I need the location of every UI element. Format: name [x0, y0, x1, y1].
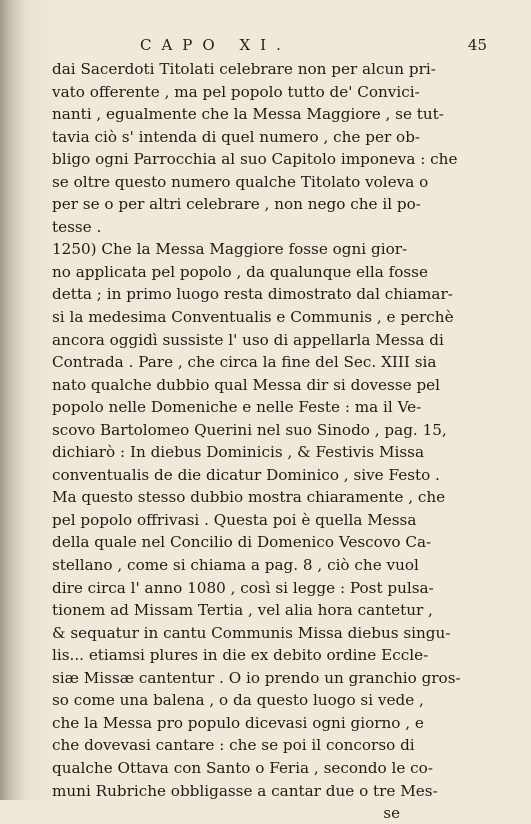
text-line: vato offerente , ma pel popolo tutto de' Convici- — [52, 82, 420, 101]
text-line: Ma questo stesso dubbio mostra chiaramente , che — [52, 488, 446, 507]
body-text — [52, 58, 461, 824]
text-line: stellano , come si chiama a pag. 8 , ciò che vuol — [52, 556, 419, 575]
text-line: muni Rubriche obbligasse a cantar due o tre Mes- — [52, 781, 438, 800]
text-line: dichiarò : In diebus Dominicis , & Festivis Missa — [52, 443, 425, 462]
text-line: conventualis de die dicatur Dominico , sive Festo . — [52, 465, 440, 484]
text-line: & sequatur in cantu Communis Missa diebus singu- — [52, 623, 451, 642]
page-number: 45 — [467, 36, 487, 54]
text-line: siæ Missæ cantentur . O io prendo un granchio gros- — [52, 668, 461, 687]
text-line: ancora oggidì sussiste l' uso di appellarla Messa di — [52, 330, 444, 349]
text-line: tavia ciò s' intenda di quel numero , che per ob- — [52, 127, 421, 146]
text-line: tesse . — [52, 217, 102, 236]
text-line: pel popolo offrivasi . Questa poi è quella Messa — [52, 510, 417, 529]
running-head: CAPO XI. — [140, 36, 291, 54]
text-line: che dovevasi cantare : che se poi il concorso di — [52, 736, 415, 755]
text-line: no applicata pel popolo , da qualunque ella fosse — [52, 262, 428, 281]
text-line: so come una balena , o da questo luogo si vede , — [52, 691, 424, 710]
text-line: nato qualche dubbio qual Messa dir si dovesse pel — [52, 375, 441, 394]
text-line: dire circa l' anno 1080 , così si legge : Post pulsa- — [52, 578, 434, 597]
page-header — [0, 36, 531, 58]
text-line: si la medesima Conventualis e Communis , e perchè — [52, 308, 454, 327]
text-line: della quale nel Concilio di Domenico Vescovo Ca- — [52, 533, 432, 552]
text-line: detta ; in primo luogo resta dimostrato dal chiamar- — [52, 285, 453, 304]
text-line: 1250) Che la Messa Maggiore fosse ogni gior- — [52, 240, 408, 259]
text-line: tionem ad Missam Tertia , vel alia hora cantetur , — [52, 601, 433, 620]
text-line: Contrada . Pare , che circa la fine del Sec. XIII sia — [52, 353, 437, 372]
text-line: dai Sacerdoti Titolati celebrare non per alcun pri- — [52, 60, 436, 78]
text-line: scovo Bartolomeo Querini nel suo Sinodo , pag. 15, — [52, 420, 447, 439]
text-line: che la Messa pro populo dicevasi ogni giorno , e — [52, 713, 424, 732]
text-line: per se o per altri celebrare , non nego che il po- — [52, 195, 421, 214]
text-line: se oltre questo numero qualche Titolato voleva o — [52, 172, 429, 191]
text-line: nanti , egualmente che la Messa Maggiore , se tut- — [52, 105, 444, 124]
text-line: qualche Ottava con Santo o Feria , secondo le co- — [52, 758, 433, 777]
text-line: bligo ogni Parrocchia al suo Capitolo imponeva : che — [52, 150, 458, 169]
catchword: se — [383, 804, 400, 823]
text-line: popolo nelle Domeniche e nelle Feste : ma il Ve- — [52, 398, 422, 417]
text-line: lis... etiamsi plures in die ex debito ordine Eccle- — [52, 646, 429, 665]
